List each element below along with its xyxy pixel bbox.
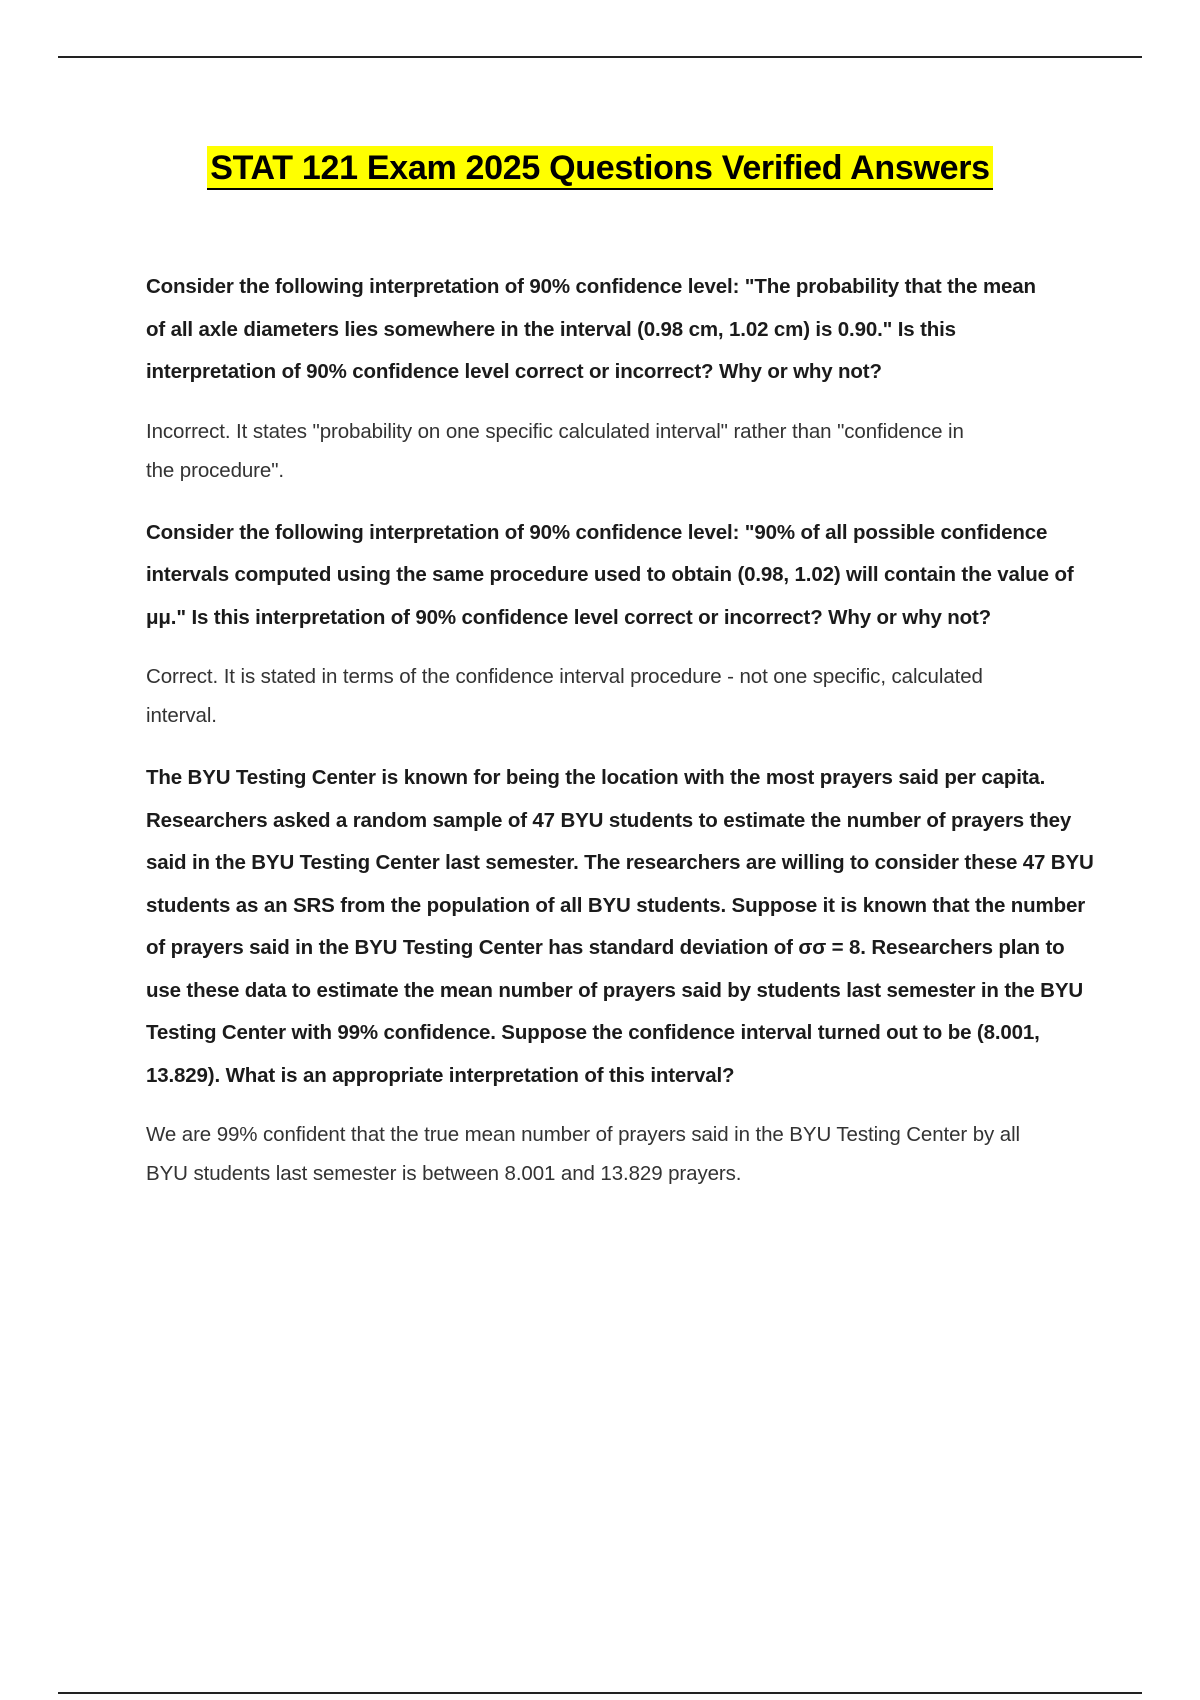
answer-2: Correct. It is stated in terms of the confidence interval procedure - not one specific, calculated interval.	[146, 665, 983, 727]
question-3: The BYU Testing Center is known for being the location with the most prayers said per capita. Researchers asked a random sample of 47 BYU students to estimate the number of prayers they said in the BYU Testing Center last semester. The researchers are willing to consider these 47 BYU students as an SRS from the population of all BYU students. Suppose it is known that the number of prayers said in the BYU Testing Center has standard deviation of σσ = 8. Researchers plan to use these data to estimate the mean number of prayers said by students last semester in the BYU Testing Center with 99% confidence. Suppose the confidence interval turned out to be (8.001, 13.829). What is an appropriate interpretation of this interval?	[146, 766, 1094, 1087]
top-divider	[58, 56, 1142, 58]
qa-content	[146, 266, 1096, 1215]
bottom-divider	[58, 1692, 1142, 1694]
answer-1: Incorrect. It states "probability on one specific calculated interval" rather than "confidence in the procedure".	[146, 419, 964, 482]
answer-3: We are 99% confident that the true mean number of prayers said in the BYU Testing Center by all BYU students last semester is between 8.001 and 13.829 prayers.	[146, 1123, 1021, 1185]
title-container	[0, 146, 1200, 190]
question-1: Consider the following interpretation of 90% confidence level: "The probability that the mean of all axle diameters lies somewhere in the interval (0.98 cm, 1.02 cm) is 0.90." Is this interpretation of 90% confidence level correct or incorrect? Why or why not?	[146, 275, 1036, 383]
question-2: Consider the following interpretation of 90% confidence level: "90% of all possible confidence intervals computed using the same procedure used to obtain (0.98, 1.02) will contain the value of μμ." Is this interpretation of 90% confidence level correct or incorrect? Why or why not?	[146, 520, 1074, 629]
document-title: STAT 121 Exam 2025 Questions Verified Answers	[207, 146, 993, 190]
